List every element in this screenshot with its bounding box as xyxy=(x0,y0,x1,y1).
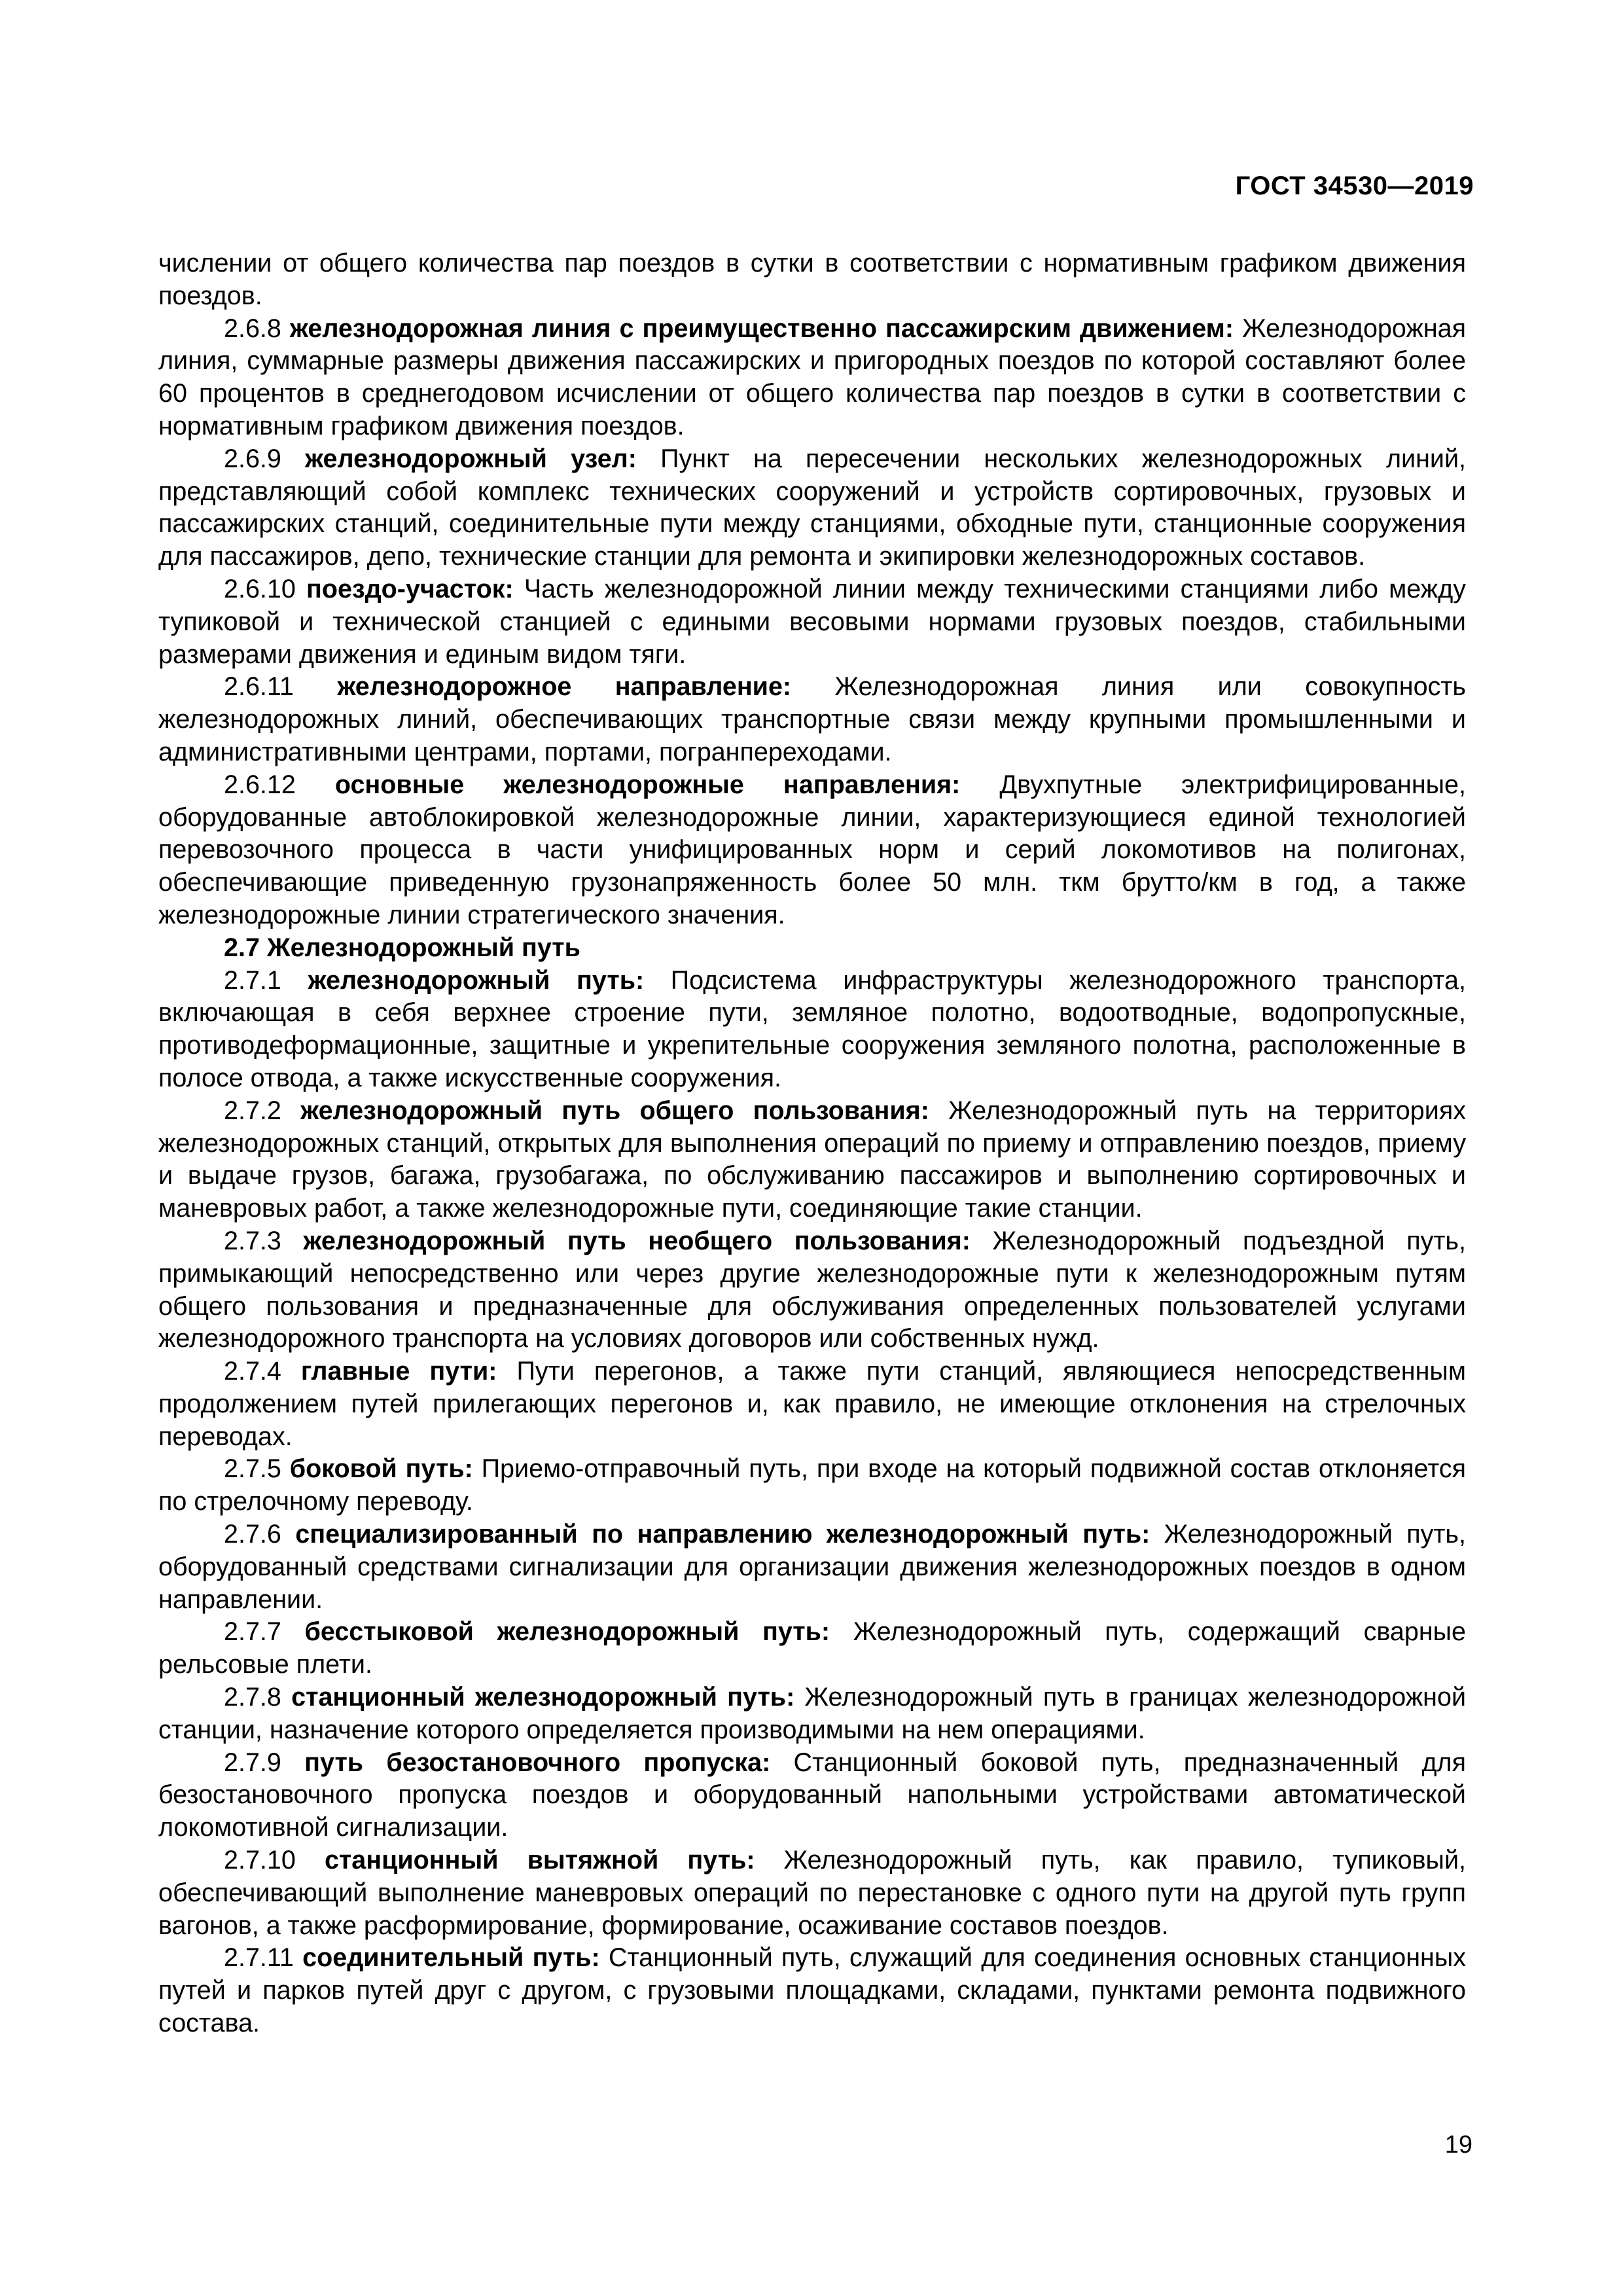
definition-text: Станционный путь, служащий для соединения основных станционных путей и парков путей друг с другом, с грузовыми площадками, складами, пунктами ремонта подвижного состава. xyxy=(158,1943,1466,2038)
clause-number: 2.7.1 xyxy=(224,965,281,995)
section-title: 2.7 Железнодорожный путь xyxy=(224,933,580,962)
clause-number: 2.6.11 xyxy=(224,672,294,702)
defined-term: бесстыковой железнодорожный путь: xyxy=(304,1617,830,1647)
clause-number: 2.6.10 xyxy=(224,574,296,603)
defined-term: станционный вытяжной путь: xyxy=(324,1846,755,1875)
defined-term: железнодорожный путь общего пользования: xyxy=(300,1096,929,1125)
definition-paragraph xyxy=(158,1518,1466,1616)
definition-paragraph xyxy=(158,1844,1466,1942)
clause-number: 2.6.8 xyxy=(224,314,281,343)
definition-paragraph xyxy=(158,965,1466,1095)
clause-number: 2.7.2 xyxy=(224,1096,281,1125)
page-number: 19 xyxy=(1444,2131,1472,2159)
defined-term: боковой путь: xyxy=(289,1454,473,1484)
definition-paragraph xyxy=(158,1747,1466,1844)
defined-term: путь безостановочного пропуска: xyxy=(304,1748,771,1777)
definition-paragraph xyxy=(158,1355,1466,1453)
definition-text: Железнодорожный путь, содержащий сварные рельсовые плети. xyxy=(158,1617,1466,1679)
definition-text: Железнодорожный путь на территориях железнодорожных станций, открытых для выполнения операций по приему и отправлению поездов, приему и выдаче грузов, багажа, грузобагажа, по обслуживанию пассажиров и выполнению сортировочных и маневровых работ, а также железнодорожные пути, соединяющие такие станции. xyxy=(158,1096,1466,1223)
definition-paragraph xyxy=(158,1225,1466,1355)
clause-number: 2.6.12 xyxy=(224,770,296,799)
definition-text: Приемо-отправочный путь, при входе на который подвижной состав отклоняется по стрелочному переводу. xyxy=(158,1454,1466,1516)
definition-paragraph xyxy=(158,247,1466,313)
defined-term: главные пути: xyxy=(300,1357,497,1386)
paragraph-group-2-7 xyxy=(158,965,1466,2040)
definition-paragraph xyxy=(158,443,1466,573)
definition-paragraph xyxy=(158,1095,1466,1225)
definition-text: Станционный боковой путь, предназначенный для безостановочного пропуска поездов и оборудованный напольными устройствами автоматической локомотивной сигнализации. xyxy=(158,1748,1466,1842)
paragraph-group-2-6 xyxy=(158,247,1466,932)
definition-paragraph xyxy=(158,313,1466,443)
definition-text: Железнодорожный путь, как правило, тупиковый, обеспечивающий выполнение маневровых операций по перестановке с одного пути на другой путь групп вагонов, а также расформирование, формирование, осаживание составов поездов. xyxy=(158,1846,1466,1940)
definition-text: Железнодорожный подъездной путь, примыкающий непосредственно или через другие железнодорожные пути к железнодорожным путям общего пользования и предназначенные для обслуживания определенных пользователей услугами железнодорожного транспорта на условиях договоров или собственных нужд. xyxy=(158,1226,1466,1354)
clause-number: 2.7.7 xyxy=(224,1617,281,1647)
defined-term: поездо-участок: xyxy=(306,574,514,603)
defined-term: станционный железнодорожный путь: xyxy=(291,1683,795,1712)
clause-number: 2.7.5 xyxy=(224,1454,281,1484)
clause-number: 2.7.9 xyxy=(224,1748,281,1777)
defined-term: соединительный путь: xyxy=(302,1943,600,1973)
defined-term: основные железнодорожные направления: xyxy=(334,770,961,799)
definition-text: Железнодорожный путь в границах железнодорожной станции, назначение которого определяется производимыми на нем операциями. xyxy=(158,1683,1467,1744)
definition-text: Железнодорожная линия, суммарные размеры движения пассажирских и пригородных поездов по которой составляют более 60 процентов в среднегодовом исчислении от общего количества пар поездов в сутки в соответствии с нормативным графиком движения поездов. xyxy=(158,314,1466,440)
definition-paragraph xyxy=(158,671,1466,768)
clause-number: 2.7.11 xyxy=(224,1943,294,1973)
clause-number: 2.7.6 xyxy=(224,1520,281,1549)
clause-number: 2.7.4 xyxy=(224,1357,281,1386)
document-body xyxy=(158,247,1466,2040)
document-code-header: ГОСТ 34530—2019 xyxy=(1235,171,1474,200)
defined-term: железнодорожный путь: xyxy=(308,965,645,995)
definition-text: числении от общего количества пар поездов в сутки в соответствии с нормативным графиком движения поездов. xyxy=(158,249,1466,310)
definition-text: Железнодорожный путь, оборудованный средствами сигнализации для организации движения железнодорожных поездов в одном направлении. xyxy=(158,1520,1466,1614)
definition-paragraph xyxy=(158,1942,1466,2039)
clause-number: 2.7.8 xyxy=(224,1683,281,1712)
definition-paragraph xyxy=(158,1453,1466,1518)
defined-term: железнодорожное направление: xyxy=(337,672,792,702)
defined-term: железнодорожный узел: xyxy=(305,444,637,473)
definition-paragraph xyxy=(158,1616,1466,1681)
definition-text: Железнодорожная линия или совокупность железнодорожных линий, обеспечивающих транспортные связи между крупными промышленными и административными центрами, портами, погранпереходами. xyxy=(158,672,1467,766)
clause-number: 2.6.9 xyxy=(224,444,281,473)
clause-number: 2.7.3 xyxy=(224,1226,281,1255)
definition-text: Пути перегонов, а также пути станций, являющиеся непосредственным продолжением путей прилегающих перегонов и, как правило, не имеющие отклонения на стрелочных переводах. xyxy=(158,1357,1466,1451)
clause-number: 2.7.10 xyxy=(224,1846,296,1875)
definition-text: Пункт на пересечении нескольких железнодорожных линий, представляющий собой комплекс технических сооружений и устройств сортировочных, грузовых и пассажирских станций, соединительные пути между станциями, обходные пути, станционные сооружения для пассажиров, депо, технические станции для ремонта и экипировки железнодорожных составов. xyxy=(158,444,1466,571)
defined-term: железнодорожный путь необщего пользования: xyxy=(303,1226,971,1255)
definition-text: Часть железнодорожной линии между техническими станциями либо между тупиковой и технической станцией с едиными весовыми нормами грузовых поездов, стабильными размерами движения и единым видом тяги. xyxy=(158,574,1466,669)
definition-text: Подсистема инфраструктуры железнодорожного транспорта, включающая в себя верхнее строение пути, земляное полотно, водоотводные, водопропускные, противодеформационные, защитные и укрепительные сооружения земляного полотна, расположенные в полосе отвода, а также искусственные сооружения. xyxy=(158,965,1466,1092)
defined-term: железнодорожная линия с преимущественно пассажирским движением: xyxy=(289,314,1234,343)
definition-paragraph xyxy=(158,769,1466,932)
defined-term: специализированный по направлению железнодорожный путь: xyxy=(295,1520,1150,1549)
definition-paragraph xyxy=(158,1681,1466,1747)
definition-text: Двухпутные электрифицированные, оборудованные автоблокировкой железнодорожные линии, характеризующиеся единой технологией перевозочного процесса в части унифицированных норм и серий локомотивов на полигонах, обеспечивающие приведенную грузонапряженность более 50 млн. ткм брутто/км в год, а также железнодорожные линии стратегического значения. xyxy=(158,770,1466,929)
definition-paragraph xyxy=(158,573,1466,671)
